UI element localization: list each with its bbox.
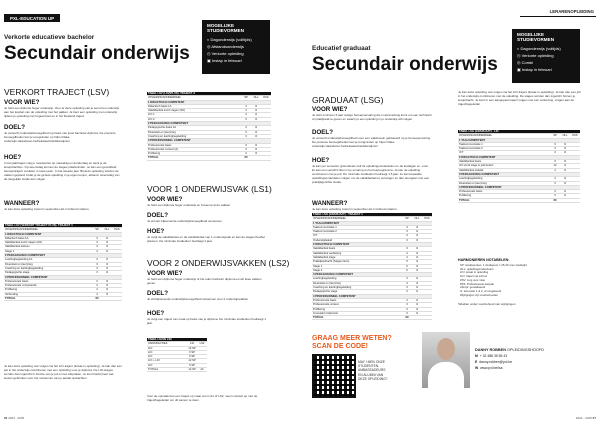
table-cell: IJ: [102, 279, 112, 283]
table-cell: 6 SP: [187, 363, 197, 367]
right-page: [300, 0, 600, 424]
table-cell: LIO 1: [147, 113, 241, 117]
section-heading: VERKORT TRAJECT (LSV): [4, 87, 110, 97]
table-cell: IJ: [560, 160, 570, 164]
total-label: TOTAAL: [458, 198, 550, 202]
table-cell: IJ: [102, 249, 112, 253]
section-label: 3 PEDAGOGISCH COMPETENT: [312, 273, 432, 277]
table-cell: LIO: [147, 346, 187, 350]
col-header: SP: [92, 228, 102, 232]
table-cell: ICT: [312, 234, 402, 238]
table-cell: IJ: [560, 142, 570, 146]
table-cell: IJ: [102, 266, 112, 270]
study-forms-box: [202, 20, 270, 74]
box-title: STUDIEVORMEN: [517, 37, 555, 42]
table-cell: Vakdidactiek stage: [312, 255, 402, 259]
table-cell: Pedagogische stage: [312, 290, 402, 294]
table-cell: Professionele basis: [458, 190, 550, 194]
table-cell: Innovatief onderzoek: [312, 311, 402, 315]
table-cell: Diversiteit en (leer)zorg: [312, 281, 402, 285]
table-title: TABEL LSG (GRADUAAT) - LIO: [458, 130, 580, 134]
table-cell: Verbreding: [4, 292, 92, 296]
table-cell: LIO 2: [147, 117, 241, 121]
table-cell: 3: [241, 152, 251, 156]
col-header: OPLEIDINGSONDERDEEL: [312, 217, 402, 221]
table-cell: Taalcommunicatie 1: [312, 225, 402, 229]
box-title: MOGELIJKE: [207, 23, 235, 28]
table-cell: 3: [550, 190, 560, 194]
table-cell: 4: [92, 249, 102, 253]
col-header: SP: [550, 134, 560, 138]
table-cell: Didactisch basis 1A: [4, 236, 92, 240]
table-cell: 12 SP: [188, 346, 196, 350]
table-cell: 5: [402, 260, 412, 264]
promo-text: MAY I MEN ONZE STUDENTEN-AMBASSADEURS EN ALUMNI VAN DEZE OPLEIDING?: [358, 360, 388, 381]
note-item: ZSV: zorg voor visie: [460, 277, 485, 282]
table-cell: IJ: [412, 307, 422, 311]
page-title: Secundair onderwijs: [4, 43, 190, 64]
table-cell: Professionele competentie: [4, 284, 92, 288]
table-cell: 4: [241, 109, 251, 113]
ls1-hoe-text: Je volgt de vakdidactiek en de vakdidactiek van 1 onderwijsvak en kan de stages flexibel plannen. De minimale studieduur bedraagt 1 jaar.: [147, 235, 265, 243]
table-cell: Diversiteit en (leer)zorg: [4, 262, 92, 266]
table-cell: 3: [92, 284, 102, 288]
table-cell: 3: [241, 143, 251, 147]
total-value: 60: [92, 297, 102, 301]
table-row: [147, 368, 207, 372]
table-body: [147, 100, 271, 156]
table-body: [4, 232, 122, 296]
voor-wie-heading: VOOR WIE?: [4, 99, 40, 106]
table-cell: IJ: [412, 311, 422, 315]
table-cell: Leerlingbegeleiding: [458, 177, 550, 181]
table-cell: Taalcommunicatie 2: [312, 230, 402, 234]
table-cell: 3: [402, 281, 412, 285]
table-cell: Diversiteit en (leer)zorg: [458, 181, 550, 185]
table-cell: Professionele basis: [312, 298, 402, 302]
section-heading: GRADUAAT (LSG): [312, 95, 384, 105]
hoe-heading: HOE?: [4, 154, 22, 161]
table-cell: LSI: [187, 342, 197, 346]
note-item: SP: studiepunten; 1 studiepunt = 25-30 uren studietijd: [460, 263, 527, 267]
table-cell: IJ: [412, 247, 422, 251]
col-header: SP: [402, 217, 412, 221]
voor-wie-heading: VOOR WIE?: [147, 270, 183, 277]
col-header: OLL: [560, 134, 570, 138]
table-title: TABEL LSI EN LS2: [147, 338, 207, 342]
table-cell: 12 SP: [188, 359, 196, 363]
table-cell: 3: [241, 117, 251, 121]
ls1-doel-text: Je wil één bijkomende onderwijsbevoegdheid verwerven.: [147, 219, 223, 223]
table-cell: LIO + LIO: [147, 359, 187, 363]
promo-title: GRAAG MEER WETEN?: [312, 335, 392, 342]
hoe-heading: HOE?: [147, 228, 165, 235]
box-item: ▣ Instap in februari: [207, 58, 242, 63]
table-cell: Leerlingbegeleiding 1A: [4, 258, 92, 262]
table-cell: LS2: [197, 342, 207, 346]
table-cell: IJ: [102, 292, 112, 296]
table-cell: 4: [402, 255, 412, 259]
page-subtitle: Educatief graduaat: [312, 45, 371, 52]
table-cell: 4: [92, 292, 102, 296]
doel-text: Je verwerft onderwijsbevoegdheid op basis van jouw bachelor-diploma. De precieze bevoegdheden kan je terugvinden op https://data-onderwijs.vlaanderen.be/bekwaamheidsbewijzen/: [4, 131, 116, 143]
table-cell: IJ: [102, 245, 112, 249]
ls1-heading: VOOR 1 ONDERWIJSVAK (LS1): [147, 184, 272, 194]
table-cell: IJ: [412, 230, 422, 234]
section-tag: LERARENOPLEIDING: [520, 10, 596, 17]
voor-wie-text: Je hebt minimum 5 jaar nuttige beroepservaring die in aanmerking komt om een technisch of praktijkvak te geven en waarin je een opleiding in je onderwijs wilt volgen.: [312, 113, 432, 121]
note-item: PAS: Professionele aanpak: [460, 281, 494, 286]
table-cell: 6 SP: [187, 350, 197, 354]
box-item: ◷ Verkorte opleiding: [517, 53, 554, 58]
table-cell: IJ: [560, 194, 570, 198]
hoe-heading: HOE?: [312, 157, 330, 164]
table-cell: Onderwijsbeleid: [312, 238, 402, 242]
table-cell: 3: [92, 262, 102, 266]
table-cell: Coaching en leerlingbegeleiding: [4, 266, 92, 270]
table-cell: 3: [92, 241, 102, 245]
wanneer-text: Je kan deze opleiding zowel in september als in februari starten.: [4, 207, 90, 211]
note-item: Abrupt: gerealiseerd: [460, 285, 486, 290]
page-subtitle: Verkorte educatieve bachelor: [4, 34, 95, 41]
table-cell: 3: [550, 151, 560, 155]
table-cell: IJ: [412, 290, 422, 294]
table-cell: LIO: [147, 355, 187, 359]
qr-code[interactable]: [312, 354, 356, 398]
table-cell: Taalcommunicatie 1: [458, 142, 550, 146]
table-body: [458, 138, 580, 198]
table-cell: Profilering: [458, 194, 550, 198]
lsv-table: [4, 224, 122, 301]
contact-website[interactable]: W www.pxl.be/lsa: [475, 366, 503, 370]
section-label: 1 TAALCOMPETENT: [458, 138, 580, 142]
table-cell: 12: [550, 164, 560, 168]
ls2-doel-text: Je wil bijkomende onderwijsbevoegdheid verwerven voor 2 onderwijsvakken.: [147, 297, 250, 301]
contact-email[interactable]: E danny.robben@pxl.be: [475, 360, 513, 364]
table-cell: IJ: [560, 164, 570, 168]
total-value: 60: [550, 198, 560, 202]
wanneer-heading: WANNEER?: [312, 200, 348, 207]
table-cell: Stage 2: [312, 268, 402, 272]
table-cell: IJ: [251, 113, 261, 117]
table-cell: IJ: [412, 277, 422, 281]
table-cell: IJ: [251, 152, 261, 156]
table-cell: LIO en/of stage in jobcontext: [458, 164, 550, 168]
ls2-heading: VOOR 2 ONDERWIJSVAKKEN (LS2): [147, 258, 290, 268]
table-cell: 3: [241, 130, 251, 134]
box-item: ◐ Dagonderwijs (voltijds): [517, 46, 561, 51]
total-value: 90: [402, 316, 412, 320]
table-cell: 12 SP: [188, 368, 196, 372]
section-label: 3 PROFESSIONEEL COMPETENT: [147, 139, 271, 143]
note-item: OLL: opleidingsonderdelen: [460, 266, 494, 271]
table-cell: LIO: [147, 350, 187, 354]
box-item: ◐ Dagonderwijs (volltijds): [207, 37, 252, 42]
study-forms-box: [512, 29, 580, 83]
table-cell: 3: [402, 230, 412, 234]
lio-text: Je kan deze opleiding ook volgen via het LIO-traject (leraar-in-opleiding). Je kan dan een job in het onderwijs combineren met een opleiding voor je diploma. De LIO-stages worden dan ingericht in functie van je job en les afspraken. Je kunt hierbij heel wat lessen gebruiken voor het verwerven van je aantal opdrachten.: [4, 364, 122, 380]
table-cell: IJ: [102, 241, 112, 245]
voor-wie-text: Je hebt een diploma hoger onderwijs. Voor a/ deze opleiding stel je eerst het onderwijs aan het lesplan van de opleiding met het pakket. Je bent een opleiding met onderwijs tijdens je opleiding met hogeschool en in het Roeland traject.: [4, 106, 120, 118]
table-cell: IJ: [560, 151, 570, 155]
table-cell: IJ: [251, 147, 261, 151]
contact-phone[interactable]: M + 32 488 35 55 43: [475, 354, 508, 358]
table-cell: IJ: [560, 177, 570, 181]
disclaimer: Tabellen onder voorbehoud van wijzigingen: [458, 302, 516, 306]
table-cell: Vakdidactiek praktijk: [458, 168, 550, 172]
table-cell: IJ: [412, 281, 422, 285]
hoe-text: Je kan per semester grotendeels zelf de opleidingsonderdelen en de lesdagen en -uren. Er kan een verschil zitten in je ervaring en het lesprogramma. Je kan de opleiding combineren met je job. De minimale studieduur bedraagt 1,5 jaar. Je kan bepaalde opleidingsonderdelen volgen om de vakdidactiek te vervolgen en dan doorgaan met een praktijkgerichte studie.: [312, 164, 430, 184]
table-cell: 3: [92, 245, 102, 249]
table-cell: IJ: [412, 298, 422, 302]
table-cell: IJ: [102, 262, 112, 266]
table-cell: 5: [402, 264, 412, 268]
page-title: Secundair onderwijs: [312, 54, 498, 75]
table-cell: 3: [402, 298, 412, 302]
table-cell: 3: [241, 113, 251, 117]
table-cell: IJ: [412, 225, 422, 229]
table-cell: IJ: [560, 147, 570, 151]
table-cell: IJ: [412, 264, 422, 268]
table-cell: Taalcommunicatie 2: [458, 147, 550, 151]
table-cell: 24: [197, 368, 207, 372]
table-cell: IJ: [251, 134, 261, 138]
table-title: TABEL LSV (VERKORT TRAJECT PLUS)- TRAJECT 1: [4, 224, 122, 228]
note-item: Wijzigingen zijn voorbehouden: [460, 292, 498, 297]
table-cell: IJ: [102, 288, 112, 292]
table-cell: IJ: [412, 268, 422, 272]
table-cell: IJ: [412, 260, 422, 264]
hoe-heading: HOE?: [147, 310, 165, 317]
col-header: SP: [241, 96, 251, 100]
table-cell: Vakdidactiek basis: [312, 247, 402, 251]
section-label: 1 DIDACTISCH COMPETENT: [4, 232, 122, 236]
col-header: PAS: [570, 134, 580, 138]
table-cell: 3: [402, 307, 412, 311]
table-cell: IJ: [251, 117, 261, 121]
table-cell: Vakdidactiek toetsen: [4, 245, 92, 249]
table-cell: Coaching en leerlingbegeleiding: [312, 286, 402, 290]
contact-name: DANNY ROBBEN OPLEIDINGSHOOFD: [475, 348, 544, 352]
section-label: 2 DIDACTISCH COMPETENT: [312, 243, 432, 247]
table-cell: 3: [550, 160, 560, 164]
table-cell: 3: [402, 290, 412, 294]
notes-list: [460, 264, 580, 297]
doel-heading: DOEL?: [4, 124, 25, 131]
table-cell: IJ: [251, 126, 261, 130]
lsg-lio-table: [458, 130, 580, 203]
table-cell: Profilering: [4, 288, 92, 292]
doel-heading: DOEL?: [312, 129, 333, 136]
table-cell: Professionele basis: [147, 143, 241, 147]
table-cell: 4: [241, 104, 251, 108]
col-header: PAS: [112, 228, 122, 232]
table-cell: 3: [92, 266, 102, 270]
box-item: ◷ Verkorte opleiding: [207, 51, 244, 56]
table-cell: Didactisch basis 1A: [147, 104, 241, 108]
ribbon: PXL-EDUCATION UP: [4, 14, 60, 22]
table-cell: 3: [550, 177, 560, 181]
table-cell: 3: [402, 234, 412, 238]
table-cell: Stage 1: [4, 249, 92, 253]
table-cell: IJ: [412, 286, 422, 290]
table-cell: 3: [402, 238, 412, 242]
col-header: OLL: [102, 228, 112, 232]
table-cell: TOTAAL: [147, 368, 187, 372]
table-cell: 6 SP: [187, 355, 197, 359]
table-cell: IJ: [560, 181, 570, 185]
table-body: [147, 342, 207, 372]
section-label: 1 TAALCOMPETENT: [312, 221, 432, 225]
table-cell: 3: [92, 258, 102, 262]
table-cell: IJ: [251, 104, 261, 108]
table-cell: VAKDIDACTIEK: [147, 342, 187, 346]
page-number: 86 2024 - 2025: [4, 416, 25, 420]
section-label: 3 PEDAGOGISCH COMPETENT: [458, 172, 580, 176]
lsv-lio-table: [147, 92, 271, 161]
table-cell: IJ: [251, 143, 261, 147]
table-cell: Diversiteit en (leer)zorg: [147, 130, 241, 134]
table-cell: 3: [550, 147, 560, 151]
table-cell: Vakdidactiek basis: [458, 160, 550, 164]
table-cell: Vakdidactiek en/of vragen (SO): [147, 109, 241, 113]
doel-heading: DOEL?: [147, 212, 168, 219]
table-cell: 4: [550, 168, 560, 172]
voor-wie-heading: VOOR WIE?: [147, 196, 183, 203]
box-title: MOGELIJKE: [517, 32, 545, 37]
table-cell: Coaching en leerlingbegeleiding: [147, 134, 241, 138]
table-cell: IJ: [412, 234, 422, 238]
ls2-voor-wie-text: Je hebt een diploma hoger onderwijs of het educ bachelor diploma en wil twee vakken geven.: [147, 277, 262, 285]
note-item: LIO: leraar in opleiding: [460, 270, 489, 275]
table-cell: 4: [402, 251, 412, 255]
table-cell: 3: [241, 134, 251, 138]
voor-wie-heading: VOOR WIE?: [312, 106, 348, 113]
col-header: PAS: [261, 96, 271, 100]
section-label: 2 PEDAGOGISCH COMPETENT: [4, 254, 122, 258]
table-cell: 3: [92, 279, 102, 283]
total-label: TOTAAL: [4, 297, 92, 301]
table-cell: Pedagogische stage: [4, 271, 92, 275]
ls-table: [147, 338, 207, 372]
table-cell: IJ: [102, 284, 112, 288]
promo-title: SCAN DE CODE!: [312, 343, 369, 350]
footer-note: Voor de opmaak kan een traject op maat voor LS1 of LS2, neem contact op met de trajectbegeleider om dit samen te doen.: [147, 394, 258, 402]
box-item: ▣ Instap in februari: [517, 67, 552, 72]
section-label: 2 PEDAGOGISCH COMPETENT: [147, 122, 271, 126]
col-header: OLL: [251, 96, 261, 100]
table-cell: 4: [92, 288, 102, 292]
table-cell: Professionele context (A): [147, 147, 241, 151]
page-number: 2024 - 2025 87: [575, 416, 596, 420]
table-cell: IJ: [560, 168, 570, 172]
note-item: IJ: semester 1 & 2, of omgekeerd: [460, 288, 502, 293]
table-cell: 3: [402, 247, 412, 251]
section-label: 1 DIDACTISCH COMPETENT: [147, 100, 271, 104]
table-title: TABEL LSG (GRADUAAT) - TRAJECT 1: [312, 213, 432, 217]
table-cell: IJ: [412, 303, 422, 307]
total-label: TOTAAL: [147, 156, 241, 160]
table-cell: Stage 1: [312, 264, 402, 268]
doel-heading: DOEL?: [147, 290, 168, 297]
table-cell: Profilering: [312, 307, 402, 311]
table-cell: 3: [550, 194, 560, 198]
box-title: STUDIEVORMEN: [207, 28, 245, 33]
table-cell: 3: [241, 126, 251, 130]
table-cell: IJ: [412, 238, 422, 242]
table-cell: ICT: [458, 151, 550, 155]
table-cell: IJ: [560, 190, 570, 194]
table-cell: 3: [550, 142, 560, 146]
table-cell: 3: [550, 181, 560, 185]
col-header: OPLEIDINGSONDERDEEL: [147, 96, 241, 100]
wanneer-text: Je kan deze opleiding zowel in september als in februari starten.: [312, 207, 398, 211]
table-cell: Praktijkopdracht (Stage intern): [312, 260, 402, 264]
table-cell: IJ: [251, 130, 261, 134]
lsg-table: [312, 213, 432, 320]
total-label: TOTAAL: [312, 316, 402, 320]
table-cell: Profilering: [147, 152, 241, 156]
table-cell: IJ: [412, 255, 422, 259]
table-cell: 3: [241, 147, 251, 151]
table-cell: 6: [402, 268, 412, 272]
doel-text: Je verwerft onderwijsbevoegdheid voor een vakdomein gebaseerd op je beroepservaring. De precieze bevoegdheden kan je terugvinden op https://data-onderwijs.vlaanderen.be/bekwaamheidsbewijzen/: [312, 136, 431, 148]
table-cell: IJ: [102, 258, 112, 262]
contact-photo: [422, 332, 470, 388]
table-cell: IJ: [412, 251, 422, 255]
section-label: 4 PROFESSIONEEL COMPETENT: [458, 185, 580, 189]
note-item: LIO: traject via school: [460, 274, 487, 279]
table-cell: Professionele basis: [4, 279, 92, 283]
col-header: OPLEIDINGSONDERDEEL: [458, 134, 550, 138]
table-cell: LIO: [147, 363, 187, 367]
table-body: [312, 221, 432, 316]
wanneer-heading: WANNEER?: [4, 200, 40, 207]
col-header: PAS: [422, 217, 432, 221]
hoe-text: In het jaartraject volg je meestal les op maandag en donderdag en werk je de lesopdrachten. Op woensdag kunnen de stages plaatsvinden. Je kan een gemiddeld beroepstraject verdelen in twee jaren. In het tweede jaar. Bij deze opleiding worden de vakken gepland zodat je de gehele opleiding in je eigen tempo, afstand, woensdag van de dergelijke studie kan volgen.: [4, 161, 120, 181]
table-cell: IJ: [251, 109, 261, 113]
table-cell: 3: [402, 286, 412, 290]
col-header: OPLEIDINGSONDERDEEL: [4, 228, 92, 232]
table-cell: Professionele context: [312, 303, 402, 307]
table-cell: Vakdidactiek verdieping: [312, 251, 402, 255]
lio-text: Je kan deze opleiding ook volgen via het LIO-traject (leraar-in-opleiding). Je kan dan een job in het onderwijs combineren met de opleiding. De stages worden dan ingericht binnen je lesopdracht. Je kunt in een aangepast traject volgen met een verkorting, vragen aan de trajectbegeleider.: [458, 90, 581, 106]
table-cell: 3: [402, 225, 412, 229]
table-cell: 3: [402, 303, 412, 307]
box-item: ◎ Combi: [517, 60, 534, 65]
table-cell: Vakdidactiek en/of vragen (AO): [4, 241, 92, 245]
table-cell: IJ: [102, 236, 112, 240]
box-item: ◎ Afstandsonderwijs: [207, 44, 244, 49]
table-cell: 3: [92, 271, 102, 275]
section-label: 2 DIDACTISCH COMPETENT: [458, 155, 580, 159]
table-cell: 3: [402, 277, 412, 281]
col-header: OLL: [412, 217, 422, 221]
total-value: 60: [241, 156, 251, 160]
table-title: TABEL LSV (LSV)PLUS)- TRAJECT A: [147, 92, 271, 96]
section-label: 3 PROFESSIONEEL COMPETENT: [4, 275, 122, 279]
notes-heading: HARMONIEREN NOTABELEN:: [458, 258, 510, 262]
table-cell: 3: [402, 311, 412, 315]
ls2-hoe-text: Je volgt een traject van maat op basis van je diploma. De minimale studieduur bedraagt 1 jaar.: [147, 317, 266, 325]
table-cell: 3: [92, 236, 102, 240]
section-label: 4 PROFESSIONEEL COMPETENT: [312, 294, 432, 298]
table-cell: Pedagogische basis 1A: [147, 126, 241, 130]
table-cell: IJ: [102, 271, 112, 275]
ls1-voor-wie-text: Je hebt een diploma hoger onderwijs en bovenop al de vakken.: [147, 203, 232, 207]
table-cell: Leerlingbegeleiding: [312, 277, 402, 281]
